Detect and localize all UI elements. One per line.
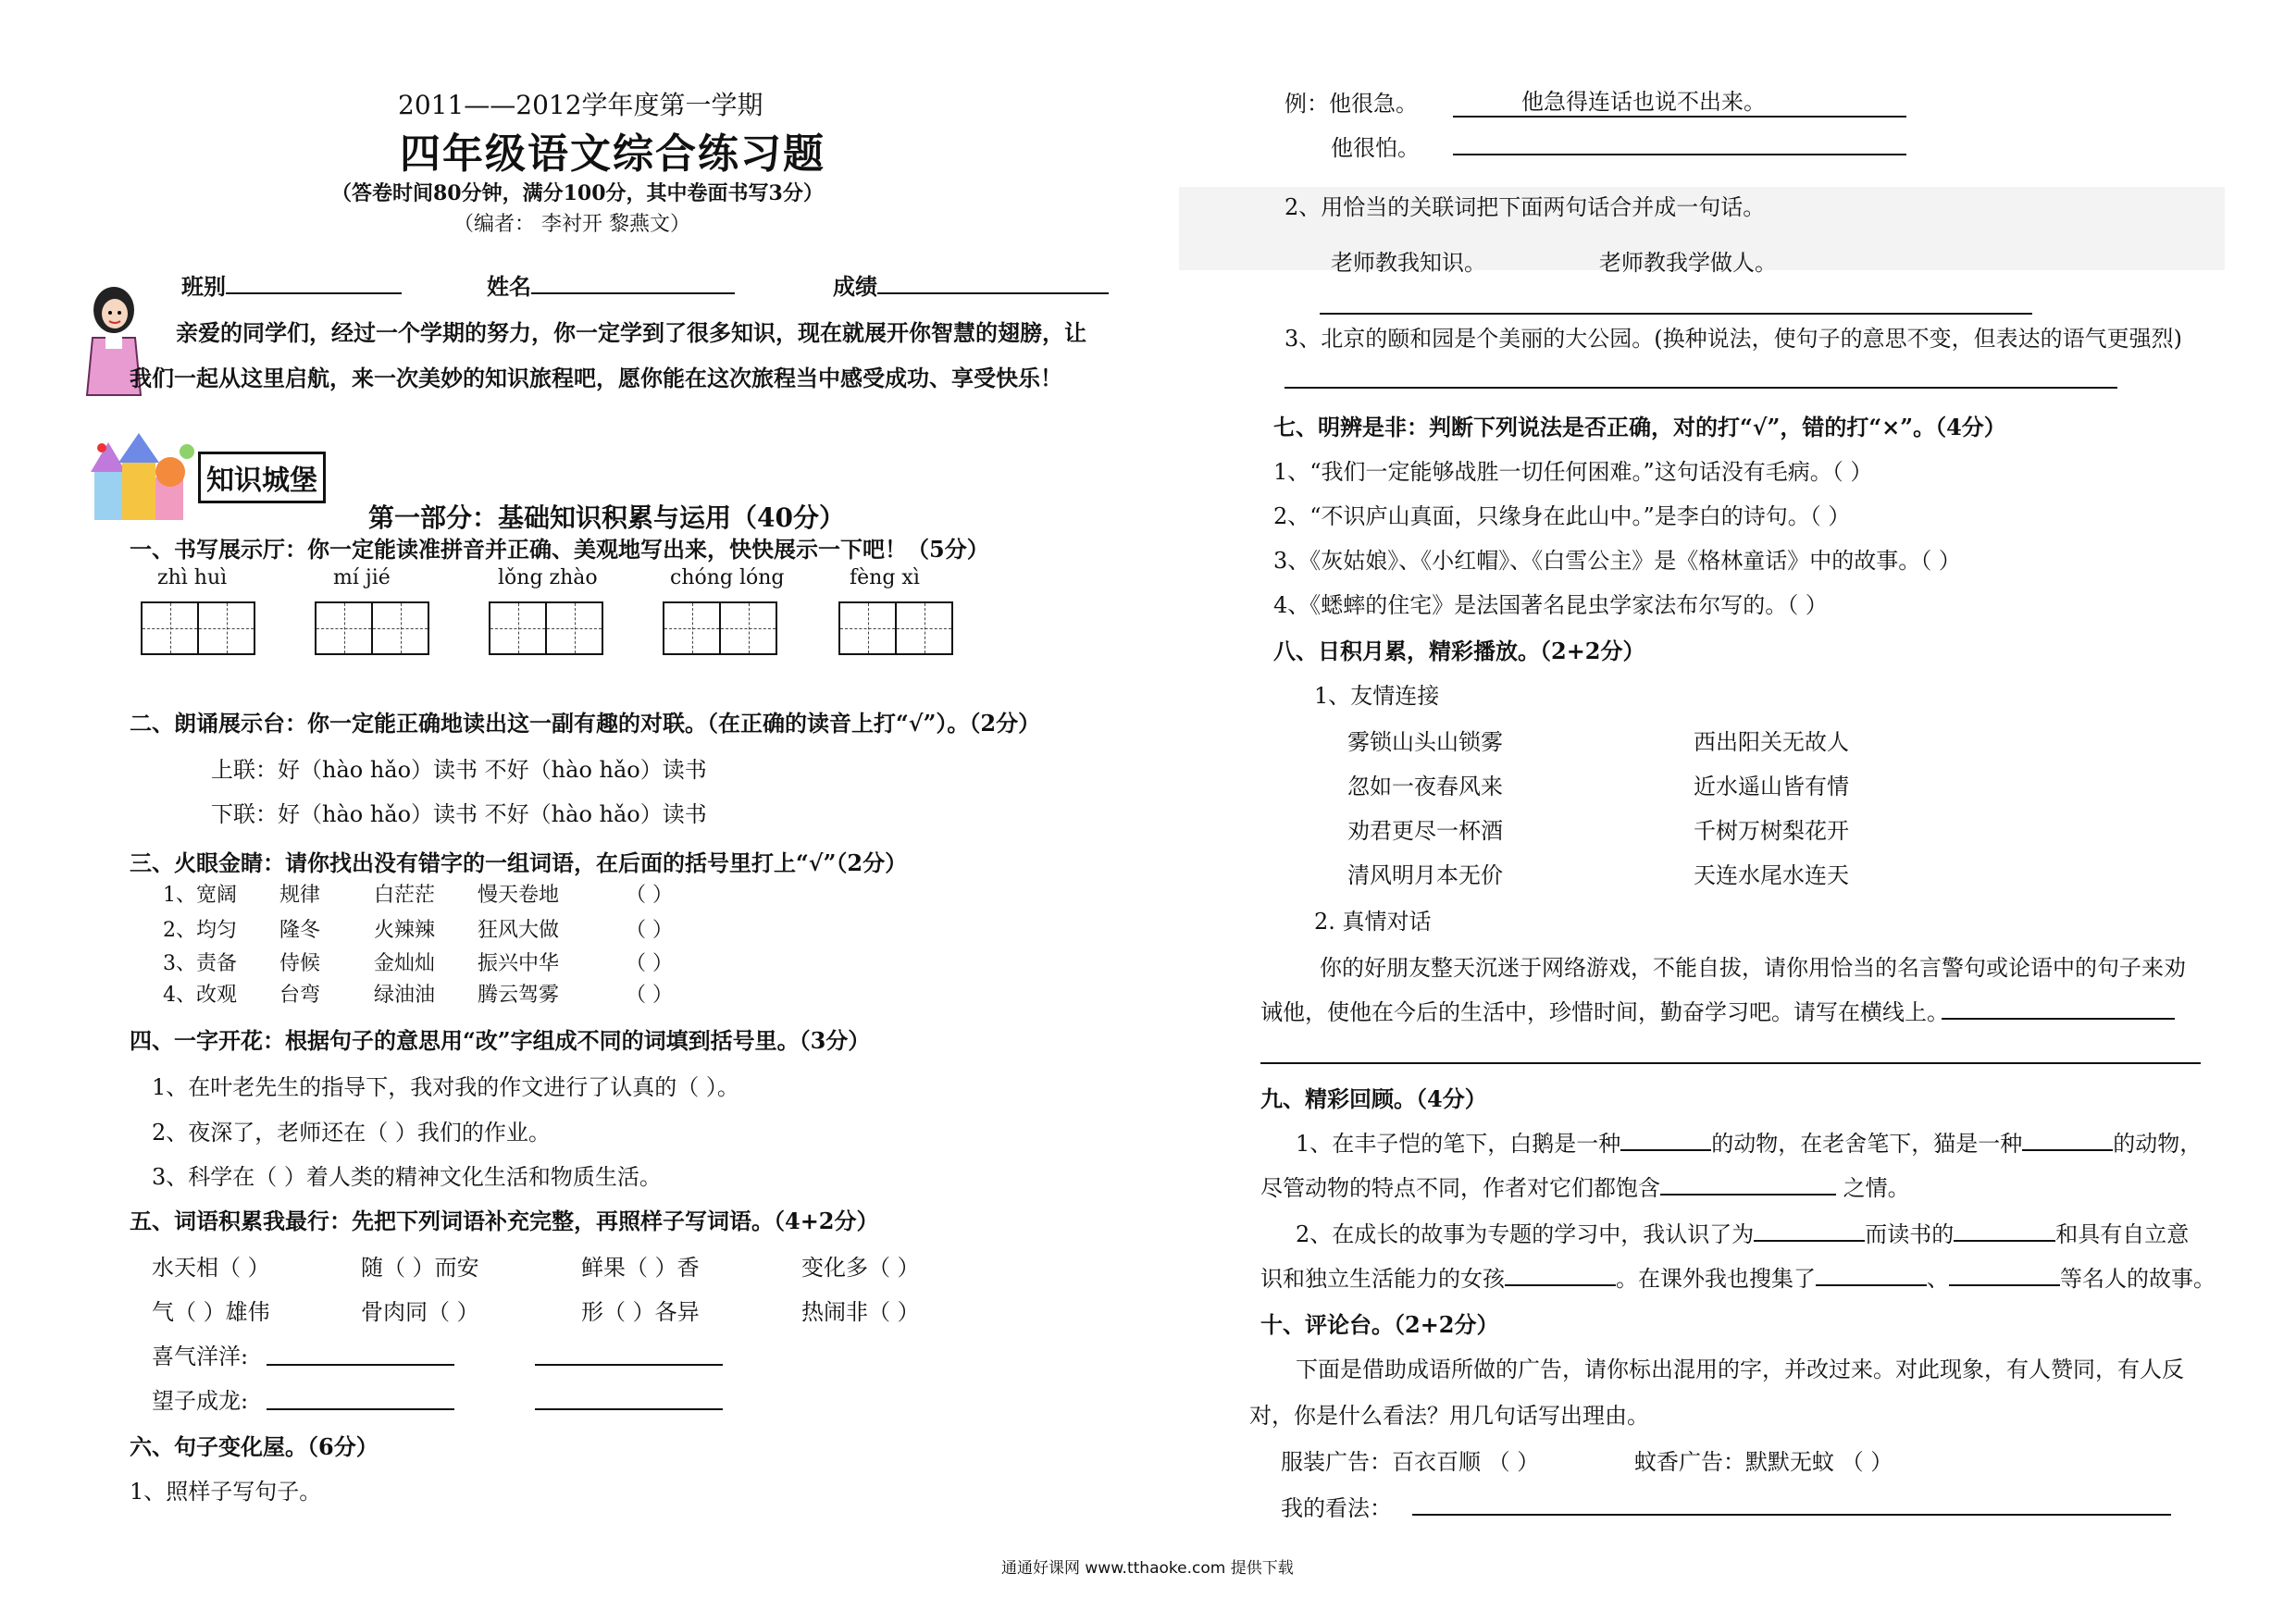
q6-example-answer: 他急得连话也说不出来。 bbox=[1453, 83, 1906, 118]
q8-sub2: 2. 真情对话 bbox=[1314, 909, 1432, 935]
word: 绿油油 bbox=[374, 984, 436, 1007]
q9-line-1 bbox=[1296, 1125, 2202, 1158]
writing-grid[interactable] bbox=[545, 601, 603, 655]
writing-grid[interactable] bbox=[838, 601, 897, 655]
text: 1、在丰子恺的笔下，白鹅是一种 bbox=[1296, 1131, 1621, 1157]
poem-line[interactable]: 清风明月本无价 bbox=[1347, 862, 1503, 888]
castle-label: 知识城堡 bbox=[198, 452, 326, 503]
couplet-upper: 上联：好（hào hǎo）读书 不好（hào hǎo）读书 bbox=[211, 757, 707, 783]
text: 识和独立生活能力的女孩 bbox=[1260, 1266, 1505, 1292]
q7-item[interactable]: 4、《蟋蟀的住宅》是法国著名昆虫学家法布尔写的。（ ） bbox=[1273, 592, 1828, 618]
text: 。在课外我也搜集了 bbox=[1616, 1266, 1816, 1292]
writing-grid[interactable] bbox=[197, 601, 255, 655]
q8-paragraph-1: 你的好朋友整天沉迷于网络游戏，不能自拔，请你用恰当的名言警句或论语中的句子来劝 bbox=[1320, 955, 2186, 981]
q6-sub1: 1、照样子写句子。 bbox=[130, 1479, 322, 1505]
idiom-blank[interactable]: 骨肉同（ ） bbox=[361, 1299, 479, 1325]
answer-line[interactable] bbox=[1285, 387, 2117, 389]
q6-title: 六、句子变化屋。（6分） bbox=[130, 1433, 379, 1460]
writing-grid[interactable] bbox=[315, 601, 373, 655]
word: 振兴中华 bbox=[478, 952, 560, 975]
idiom-blank[interactable]: 热闹非（ ） bbox=[801, 1299, 920, 1325]
writing-grid[interactable] bbox=[895, 601, 953, 655]
word: 4、改观 bbox=[163, 984, 237, 1007]
q6-sentence-a: 老师教我知识。 bbox=[1331, 250, 1486, 276]
answer-blank[interactable] bbox=[1620, 1129, 1711, 1151]
q6-example-label: 例：他很急。 bbox=[1285, 91, 1418, 117]
answer-line[interactable] bbox=[267, 1408, 454, 1410]
q10-paragraph-1: 下面是借助成语所做的广告，请你标出混用的字，并改过来。对此现象，有人赞同，有人反 bbox=[1296, 1357, 2184, 1382]
example-idiom-2: 望子成龙: bbox=[152, 1388, 249, 1414]
poem-line[interactable]: 近水遥山皆有情 bbox=[1694, 774, 1849, 799]
writing-grid[interactable] bbox=[663, 601, 721, 655]
word: 腾云驾雾 bbox=[478, 984, 560, 1007]
q2-title: 二、朗诵展示台：你一定能正确地读出这一副有趣的对联。（在正确的读音上打“√”）。（2分） bbox=[130, 710, 1041, 737]
q7-item[interactable]: 1、“我们一定能够战胜一切任何困难。”这句话没有毛病。（ ） bbox=[1273, 459, 1873, 485]
ad-mosquito[interactable]: 蚊香广告：默默无蚊 （ ） bbox=[1634, 1449, 1893, 1475]
term-heading: 2011——2012学年度第一学期 bbox=[398, 90, 763, 120]
answer-blank[interactable] bbox=[1954, 1220, 2055, 1242]
answer-blank[interactable] bbox=[1660, 1173, 1836, 1196]
answer-line[interactable] bbox=[1320, 313, 2032, 315]
text: 和具有自立意 bbox=[2055, 1221, 2190, 1247]
word: 台弯 bbox=[279, 984, 321, 1007]
answer-bracket[interactable]: （ ） bbox=[626, 952, 673, 975]
answer-line[interactable] bbox=[1260, 1062, 2201, 1064]
text: 的动物，在老舍笔下，猫是一种 bbox=[1711, 1131, 2023, 1157]
writing-grid[interactable] bbox=[719, 601, 777, 655]
idiom-blank[interactable]: 随（ ）而安 bbox=[361, 1255, 479, 1281]
idiom-blank[interactable]: 水天相（ ） bbox=[152, 1255, 270, 1281]
text: 尽管动物的特点不同，作者对它们都饱含 bbox=[1260, 1175, 1660, 1201]
answer-blank[interactable] bbox=[1816, 1264, 1927, 1286]
text: 、 bbox=[1927, 1266, 1949, 1292]
pinyin-3: lǒng zhào bbox=[498, 566, 598, 589]
pinyin-5: fèng xì bbox=[850, 566, 920, 589]
answer-blank[interactable] bbox=[1505, 1264, 1616, 1286]
q7-item[interactable]: 2、“不识庐山真面，只缘身在此山中。”是李白的诗句。（ ） bbox=[1273, 503, 1851, 529]
q8-title: 八、日积月累，精彩播放。（2+2分） bbox=[1273, 638, 1645, 664]
word: 3、责备 bbox=[163, 952, 237, 975]
poem-line[interactable]: 西出阳关无故人 bbox=[1694, 729, 1849, 755]
word: 规律 bbox=[279, 884, 321, 907]
text: 的动物， bbox=[2113, 1131, 2203, 1157]
answer-line[interactable] bbox=[1453, 154, 1906, 155]
score-label: 成绩 bbox=[833, 273, 877, 300]
word: 慢天卷地 bbox=[478, 884, 560, 907]
q9-title: 九、精彩回顾。（4分） bbox=[1260, 1085, 1487, 1112]
q6-sub2: 2、用恰当的关联词把下面两句话合并成一句话。 bbox=[1285, 194, 1766, 220]
q6-sub3: 3、北京的颐和园是个美丽的大公园。(换种说法，使句子的意思不变，但表达的语气更强烈) bbox=[1285, 326, 2182, 352]
class-label: 班别 bbox=[181, 273, 226, 300]
pinyin-2: mí jié bbox=[333, 566, 391, 589]
text: 而读书的 bbox=[1865, 1221, 1955, 1247]
poem-line[interactable]: 天连水尾水连天 bbox=[1694, 862, 1849, 888]
answer-blank[interactable] bbox=[1949, 1264, 2060, 1286]
answer-line[interactable] bbox=[267, 1364, 454, 1366]
name-label: 姓名 bbox=[487, 273, 531, 300]
part1-heading: 第一部分：基础知识积累与运用（40分） bbox=[368, 502, 845, 533]
idiom-blank[interactable]: 变化多（ ） bbox=[801, 1255, 920, 1281]
q4-item[interactable]: 3、科学在（ ）着人类的精神文化生活和物质生活。 bbox=[152, 1164, 662, 1190]
answer-line[interactable] bbox=[535, 1364, 723, 1366]
answer-line[interactable] bbox=[535, 1408, 723, 1410]
answer-bracket[interactable]: （ ） bbox=[626, 884, 673, 907]
text: 2、在成长的故事为专题的学习中，我认识了为 bbox=[1296, 1221, 1755, 1247]
word: 侍候 bbox=[279, 952, 321, 975]
word: 隆冬 bbox=[279, 919, 321, 942]
footer: 通通好课网 www.tthaoke.com 提供下载 bbox=[1001, 1559, 1294, 1578]
page-title: 四年级语文综合练习题 bbox=[400, 130, 825, 178]
pinyin-1: zhì huì bbox=[157, 566, 228, 589]
idiom-blank[interactable]: 鲜果（ ）香 bbox=[581, 1255, 700, 1281]
word: 狂风大做 bbox=[478, 919, 560, 942]
q4-item[interactable]: 2、夜深了，老师还在（ ）我们的作业。 bbox=[152, 1120, 551, 1146]
answer-blank[interactable] bbox=[1754, 1220, 1865, 1242]
class-field[interactable] bbox=[181, 268, 402, 301]
answer-bracket[interactable]: （ ） bbox=[626, 984, 673, 1007]
q1-title: 一、书写展示厅：你一定能读准拼音并正确、美观地写出来，快快展示一下吧！（5分） bbox=[130, 536, 989, 563]
writing-grid[interactable] bbox=[489, 601, 547, 655]
q9-line-2 bbox=[1260, 1170, 1910, 1202]
q4-item[interactable]: 1、在叶老先生的指导下，我对我的作文进行了认真的（ ）。 bbox=[152, 1074, 739, 1100]
q9-line-3 bbox=[1296, 1216, 2189, 1248]
answer-blank[interactable] bbox=[2022, 1129, 2113, 1151]
subtitle: （答卷时间80分钟，满分100分，其中卷面书写3分） bbox=[331, 181, 824, 205]
intro-line-1: 亲爱的同学们，经过一个学期的努力，你一定学到了很多知识，现在就展开你智慧的翅膀，让 bbox=[176, 319, 1086, 346]
q4-title: 四、一字开花：根据句子的意思用“改”字组成不同的词填到括号里。（3分） bbox=[130, 1027, 871, 1054]
q8-paragraph-2: 诫他，使他在今后的生活中，珍惜时间，勤奋学习吧。请写在横线上。 bbox=[1260, 999, 1949, 1025]
name-field[interactable] bbox=[487, 268, 735, 301]
idiom-blank[interactable]: 形（ ）各异 bbox=[581, 1299, 700, 1325]
q10-title: 十、评论台。（2+2分） bbox=[1260, 1311, 1499, 1338]
q7-item[interactable]: 3、《灰姑娘》、《小红帽》、《白雪公主》是《格林童话》中的故事。（ ） bbox=[1273, 548, 1961, 574]
idiom-blank[interactable]: 气（ ）雄伟 bbox=[152, 1299, 270, 1325]
poem-line[interactable]: 千树万树梨花开 bbox=[1694, 818, 1849, 844]
poem-line[interactable]: 劝君更尽一杯酒 bbox=[1347, 818, 1503, 844]
answer-bracket[interactable]: （ ） bbox=[626, 919, 673, 942]
q3-title: 三、火眼金睛：请你找出没有错字的一组词语，在后面的括号里打上“√”（2分） bbox=[130, 849, 908, 876]
q6-example2-label: 他很怕。 bbox=[1331, 135, 1420, 161]
q7-title: 七、明辨是非：判断下列说法是否正确，对的打“√”，错的打“×”。（4分） bbox=[1273, 414, 2006, 440]
opinion-label: 我的看法： bbox=[1281, 1495, 1392, 1521]
example-idiom-1: 喜气洋洋: bbox=[152, 1344, 249, 1369]
pinyin-4: chóng lóng bbox=[670, 566, 785, 589]
intro-line-2: 我们一起从这里启航，来一次美妙的知识旅程吧，愿你能在这次旅程当中感受成功、享受快乐！ bbox=[130, 365, 1062, 391]
q8-sub1: 1、友情连接 bbox=[1314, 683, 1440, 709]
word: 火辣辣 bbox=[374, 919, 436, 942]
word: 白茫茫 bbox=[374, 884, 436, 907]
poem-line[interactable]: 雾锁山头山锁雾 bbox=[1347, 729, 1503, 755]
score-field[interactable] bbox=[833, 268, 1109, 301]
writing-grid[interactable] bbox=[141, 601, 199, 655]
couplet-lower: 下联：好（hào hǎo）读书 不好（hào hǎo）读书 bbox=[211, 801, 707, 827]
q5-title: 五、词语积累我最行：先把下列词语补充完整，再照样子写词语。（4+2分） bbox=[130, 1208, 879, 1234]
writing-grid[interactable] bbox=[371, 601, 429, 655]
poem-line[interactable]: 忽如一夜春风来 bbox=[1347, 774, 1503, 799]
answer-line[interactable] bbox=[1942, 1018, 2175, 1020]
q6-sentence-b: 老师教我学做人。 bbox=[1599, 250, 1777, 276]
answer-line[interactable] bbox=[1412, 1514, 2171, 1516]
q10-paragraph-2: 对，你是什么看法？用几句话写出理由。 bbox=[1249, 1403, 1649, 1429]
q9-line-4 bbox=[1260, 1260, 2215, 1293]
ad-clothing[interactable]: 服装广告：百衣百顺 （ ） bbox=[1281, 1449, 1540, 1475]
text: 等名人的故事。 bbox=[2060, 1266, 2215, 1292]
word: 2、均匀 bbox=[163, 919, 237, 942]
word: 金灿灿 bbox=[374, 952, 436, 975]
editors: （编者： 李衬开 黎燕文） bbox=[453, 213, 690, 236]
word: 1、宽阔 bbox=[163, 884, 237, 907]
text: 之情。 bbox=[1843, 1175, 1910, 1201]
castle-icon bbox=[85, 433, 196, 522]
